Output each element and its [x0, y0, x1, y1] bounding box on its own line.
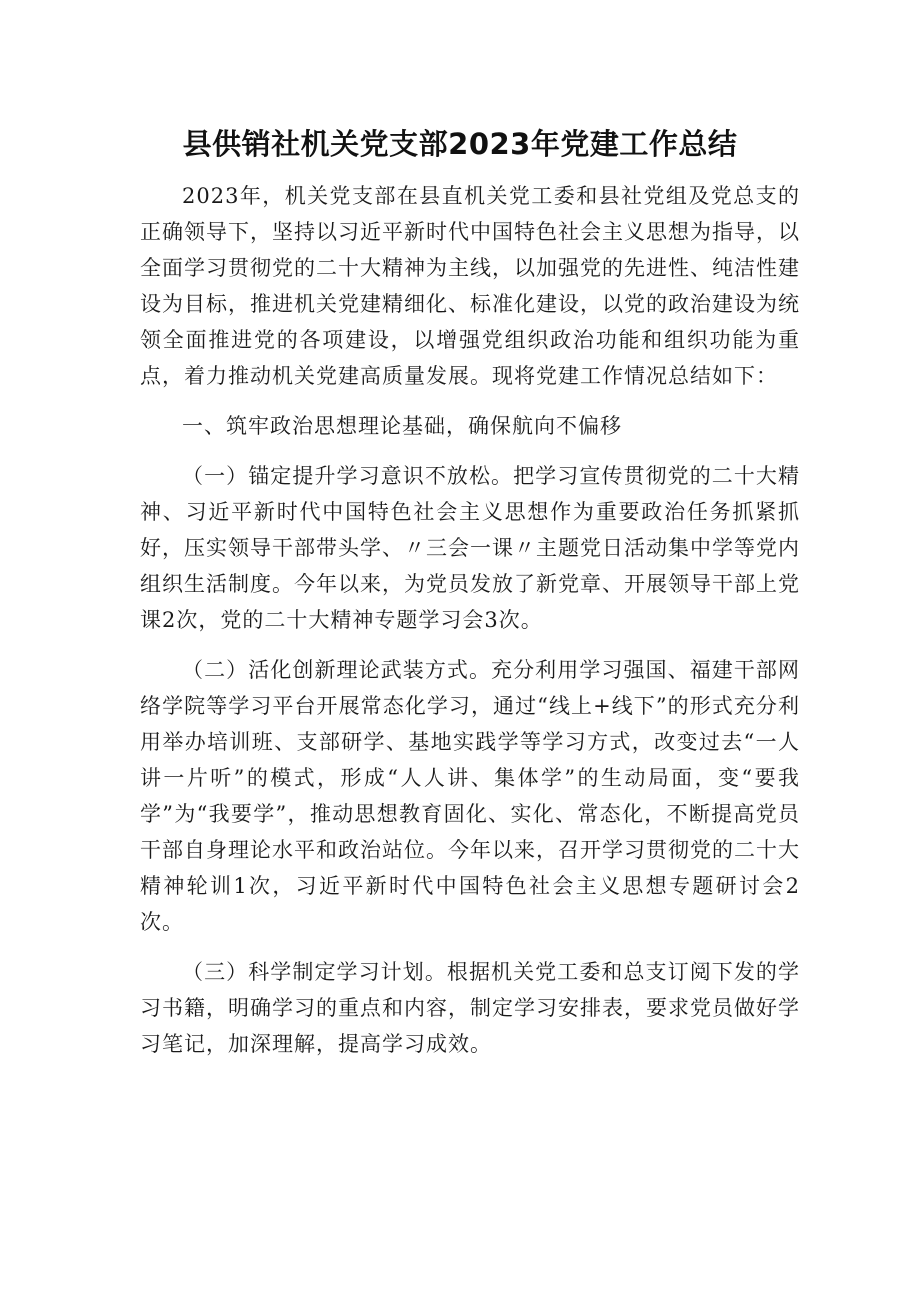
document-body	[140, 178, 800, 1062]
paragraph-item-1: （一）锚定提升学习意识不放松。把学习宣传贯彻党的二十大精神、习近平新时代中国特色社会主义思想作为重要政治任务抓紧抓好，压实领导干部带头学、〃三会一课〃主题党日活动集中学等党内组织生活制度。今年以来，为党员发放了新党章、开展领导干部上党课2次，党的二十大精神专题学习会3次。	[140, 464, 800, 632]
paragraph-item-2: （二）活化创新理论武装方式。充分利用学习强国、福建干部网络学院等学习平台开展常态化学习，通过“线上+线下”的形式充分利用举办培训班、支部研学、基地实践学等学习方式，改变过去“一人讲一片听”的模式，形成“人人讲、集体学”的生动局面，变“要我学”为“我要学”，推动思想教育固化、实化、常态化，不断提高党员干部自身理论水平和政治站位。今年以来，召开学习贯彻党的二十大精神轮训1次，习近平新时代中国特色社会主义思想专题研讨会2次。	[140, 658, 800, 934]
section-heading-1: 一、筑牢政治思想理论基础，确保航向不偏移	[182, 414, 622, 438]
document-title: 县供销社机关党支部2023年党建工作总结	[182, 127, 738, 161]
intro-paragraph: 2023年，机关党支部在县直机关党工委和县社党组及党总支的正确领导下，坚持以习近平新时代中国特色社会主义思想为指导，以全面学习贯彻党的二十大精神为主线，以加强党的先进性、纯洁性建设为目标，推进机关党建精细化、标准化建设，以党的政治建设为统领全面推进党的各项建设，以增强党组织政治功能和组织功能为重点，着力推动机关党建高质量发展。现将党建工作情况总结如下：	[140, 184, 800, 388]
paragraph-item-3: （三）科学制定学习计划。根据机关党工委和总支订阅下发的学习书籍，明确学习的重点和内容，制定学习安排表，要求党员做好学习笔记，加深理解，提高学习成效。	[140, 960, 800, 1056]
